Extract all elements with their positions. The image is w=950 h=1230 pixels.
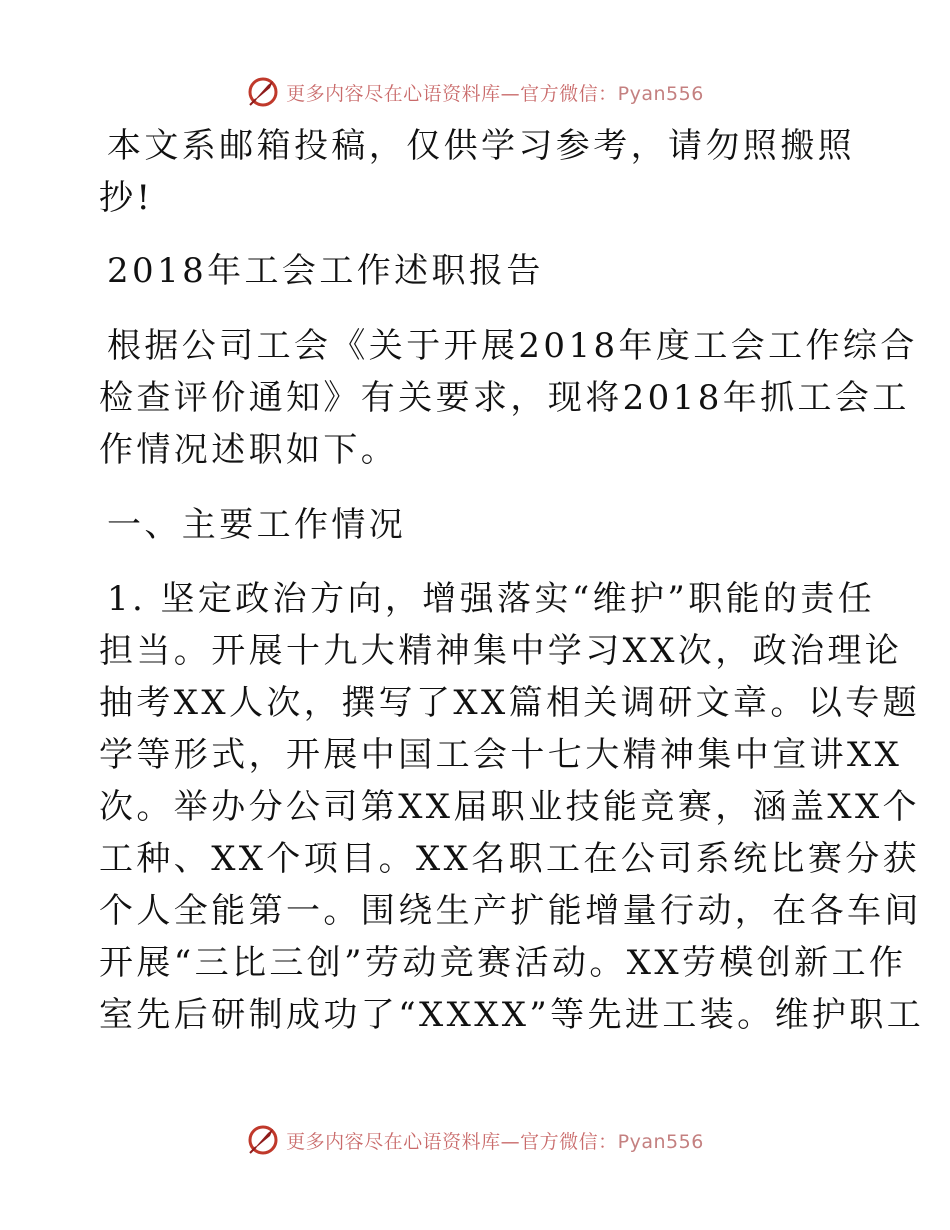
body-line: 开展“三比三创”劳动竞赛活动。XX劳模创新工作 <box>99 943 907 983</box>
intro-line: 检查评价通知》有关要求，现将2018年抓工会工 <box>99 378 910 418</box>
body-line: 工种、XX个项目。XX名职工在公司系统比赛分获 <box>99 839 921 879</box>
header-watermark <box>0 72 950 112</box>
intro-paragraph <box>99 320 918 476</box>
body-paragraph <box>99 573 925 1041</box>
notice-paragraph <box>99 120 859 224</box>
notice-line: 抄! <box>99 178 154 218</box>
watermark-wechat-id: Pyan556 <box>617 1130 704 1153</box>
quill-logo-icon <box>246 75 280 109</box>
body-line: 个人全能第一。围绕生产扩能增量行动，在各车间 <box>99 891 922 931</box>
body-line: 担当。开展十九大精神集中学习XX次，政治理论 <box>99 631 903 671</box>
document-body <box>99 120 925 1041</box>
watermark-text <box>286 79 704 106</box>
body-line: 抽考XX人次，撰写了XX篇相关调研文章。以专题 <box>99 683 921 723</box>
intro-line: 作情况述职如下。 <box>99 430 399 470</box>
section-heading: 一、主要工作情况 <box>107 505 407 545</box>
watermark-main: 更多内容尽在心语资料库—官方微信： <box>286 82 618 105</box>
document-title: 2018年工会工作述职报告 <box>107 251 544 291</box>
watermark-wechat-id: Pyan556 <box>617 82 704 105</box>
footer-watermark <box>0 1120 950 1160</box>
watermark-text <box>286 1127 704 1154</box>
intro-line: 根据公司工会《关于开展2018年度工会工作综合 <box>107 326 918 366</box>
body-line: 1. 坚定政治方向，增强落实“维护”职能的责任 <box>107 579 876 619</box>
body-line: 室先后研制成功了“XXXX”等先进工装。维护职工 <box>99 995 925 1035</box>
watermark-main: 更多内容尽在心语资料库—官方微信： <box>286 1130 618 1153</box>
quill-logo-icon <box>246 1123 280 1157</box>
body-line: 学等形式，开展中国工会十七大精神集中宣讲XX <box>99 735 903 775</box>
notice-line: 本文系邮箱投稿，仅供学习参考，请勿照搬照 <box>107 126 855 166</box>
body-line: 次。举办分公司第XX届职业技能竞赛，涵盖XX个 <box>99 787 921 827</box>
